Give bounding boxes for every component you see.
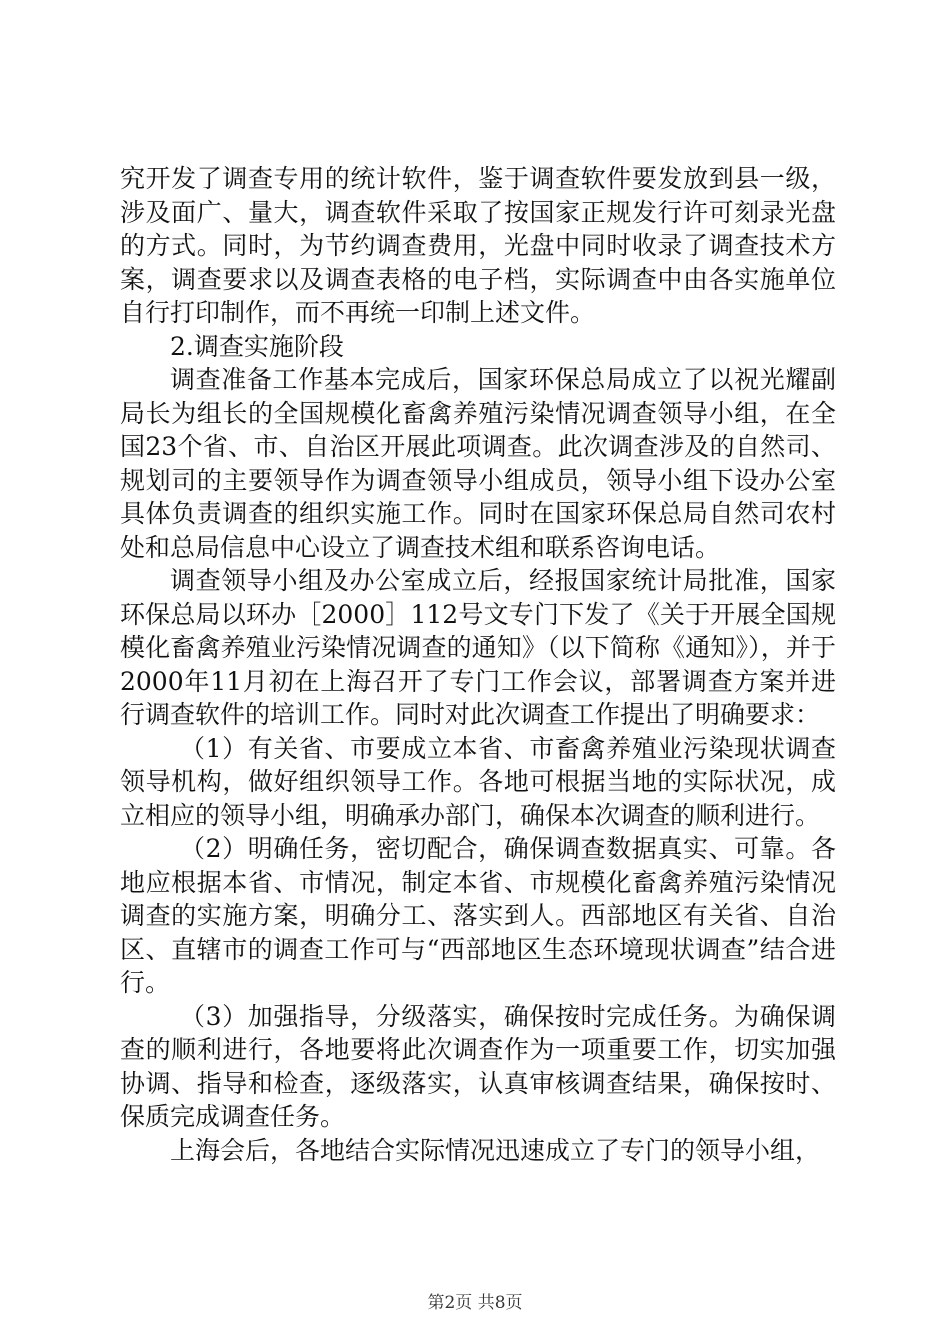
document-body xyxy=(120,162,836,1167)
paragraph-continuation: 究开发了调查专用的统计软件，鉴于调查软件要发放到县一级，涉及面广、量大，调查软件采取了按国家正规发行许可刻录光盘的方式。同时，为节约调查费用，光盘中同时收录了调查技术方案，调查要求以及调查表格的电子档，实际调查中由各实施单位自行打印制作，而不再统一印制上述文件。 xyxy=(120,164,836,327)
paragraph-notice: 调查领导小组及办公室成立后，经报国家统计局批准，国家环保总局以环办［2000］112号文专门下发了《关于开展全国规模化畜禽养殖业污染情况调查的通知》（以下简称《通知》），并于2000年11月初在上海召开了专门工作会议，部署调查方案并进行调查软件的培训工作。同时对此次调查工作提出了明确要求： xyxy=(120,566,836,729)
requirement-item-3: （3）加强指导，分级落实，确保按时完成任务。为确保调查的顺利进行，各地要将此次调查作为一项重要工作，切实加强协调、指导和检查，逐级落实，认真审核调查结果，确保按时、保质完成调查任务。 xyxy=(120,1001,836,1131)
paragraph-shanghai-meeting: 上海会后，各地结合实际情况迅速成立了专门的领导小组， xyxy=(170,1135,821,1165)
section-heading: 2.调查实施阶段 xyxy=(170,331,344,361)
requirement-item-2: （2）明确任务，密切配合，确保调查数据真实、可靠。各地应根据本省、市情况，制定本省、市规模化畜禽养殖污染情况调查的实施方案，明确分工、落实到人。西部地区有关省、自治区、直辖市的调查工作可与“西部地区生态环境现状调查”结合进行。 xyxy=(120,834,836,997)
requirement-item-1: （1）有关省、市要成立本省、市畜禽养殖业污染现状调查领导机构，做好组织领导工作。各地可根据当地的实际状况，成立相应的领导小组，明确承办部门，确保本次调查的顺利进行。 xyxy=(120,733,836,830)
page-footer: 第2页 共8页 xyxy=(427,1293,523,1313)
paragraph-leadership-group: 调查准备工作基本完成后，国家环保总局成立了以祝光耀副局长为组长的全国规模化畜禽养殖污染情况调查领导小组，在全国23个省、市、自治区开展此项调查。此次调查涉及的自然司、规划司的主要领导作为调查领导小组成员，领导小组下设办公室具体负责调查的组织实施工作。同时在国家环保总局自然司农村处和总局信息中心设立了调查技术组和联系咨询电话。 xyxy=(120,365,836,562)
